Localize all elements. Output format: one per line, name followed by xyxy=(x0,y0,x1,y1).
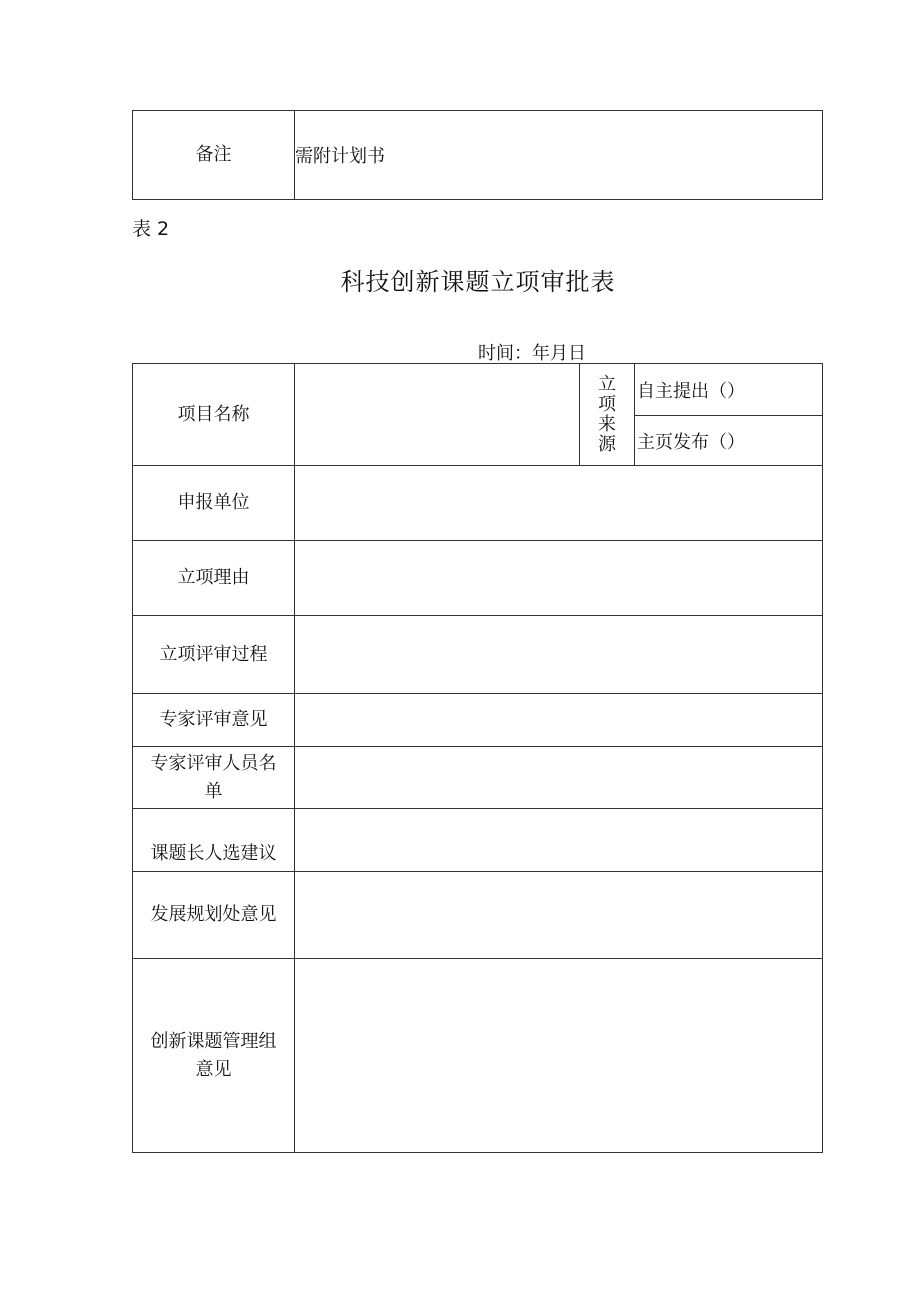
source-label-char: 来 xyxy=(598,413,616,435)
applicant-unit-label: 申报单位 xyxy=(133,466,295,541)
form-row xyxy=(133,747,823,809)
expert-list-label-line2: 单 xyxy=(204,780,223,802)
leader-suggestion-field[interactable] xyxy=(295,809,823,872)
source-option-self[interactable]: 自主提出（） xyxy=(635,364,823,416)
expert-opinion-label: 专家评审意见 xyxy=(133,694,295,747)
remark-table xyxy=(132,110,823,200)
remark-label: 备注 xyxy=(133,111,295,200)
project-reason-field[interactable] xyxy=(295,541,823,616)
form-row xyxy=(133,872,823,959)
table-caption: 表 2 xyxy=(132,218,170,240)
management-group-field[interactable] xyxy=(295,959,823,1153)
form-row xyxy=(133,694,823,747)
remark-row xyxy=(133,111,823,200)
expert-list-field[interactable] xyxy=(295,747,823,809)
project-name-row xyxy=(133,364,823,416)
expert-list-label xyxy=(133,747,295,809)
remark-value: 需附计划书 xyxy=(295,111,823,200)
form-row xyxy=(133,959,823,1153)
source-option-published[interactable]: 主页发布（） xyxy=(635,416,823,466)
approval-form-table xyxy=(132,363,823,1153)
form-row xyxy=(133,809,823,872)
management-group-label-line1: 创新课题管理组 xyxy=(150,1030,277,1052)
review-process-label: 立项评审过程 xyxy=(133,616,295,694)
management-group-label xyxy=(133,959,295,1153)
form-row xyxy=(133,466,823,541)
expert-list-label-line1: 专家评审人员名 xyxy=(150,752,277,774)
project-reason-label: 立项理由 xyxy=(133,541,295,616)
leader-suggestion-label: 课题长人选建议 xyxy=(133,809,295,872)
review-process-field[interactable] xyxy=(295,616,823,694)
source-label xyxy=(580,364,635,466)
planning-office-field[interactable] xyxy=(295,872,823,959)
form-row xyxy=(133,616,823,694)
project-name-field[interactable] xyxy=(295,364,580,466)
project-name-label: 项目名称 xyxy=(133,364,295,466)
planning-office-label: 发展规划处意见 xyxy=(133,872,295,959)
source-label-char: 立 xyxy=(598,373,616,395)
source-label-char: 项 xyxy=(598,393,616,415)
management-group-label-line2: 意见 xyxy=(195,1058,232,1080)
expert-opinion-field[interactable] xyxy=(295,694,823,747)
applicant-unit-field[interactable] xyxy=(295,466,823,541)
date-line: 时间：年月日 xyxy=(478,343,586,364)
source-label-char: 源 xyxy=(598,433,616,455)
form-row xyxy=(133,541,823,616)
form-title: 科技创新课题立项审批表 xyxy=(340,268,616,296)
